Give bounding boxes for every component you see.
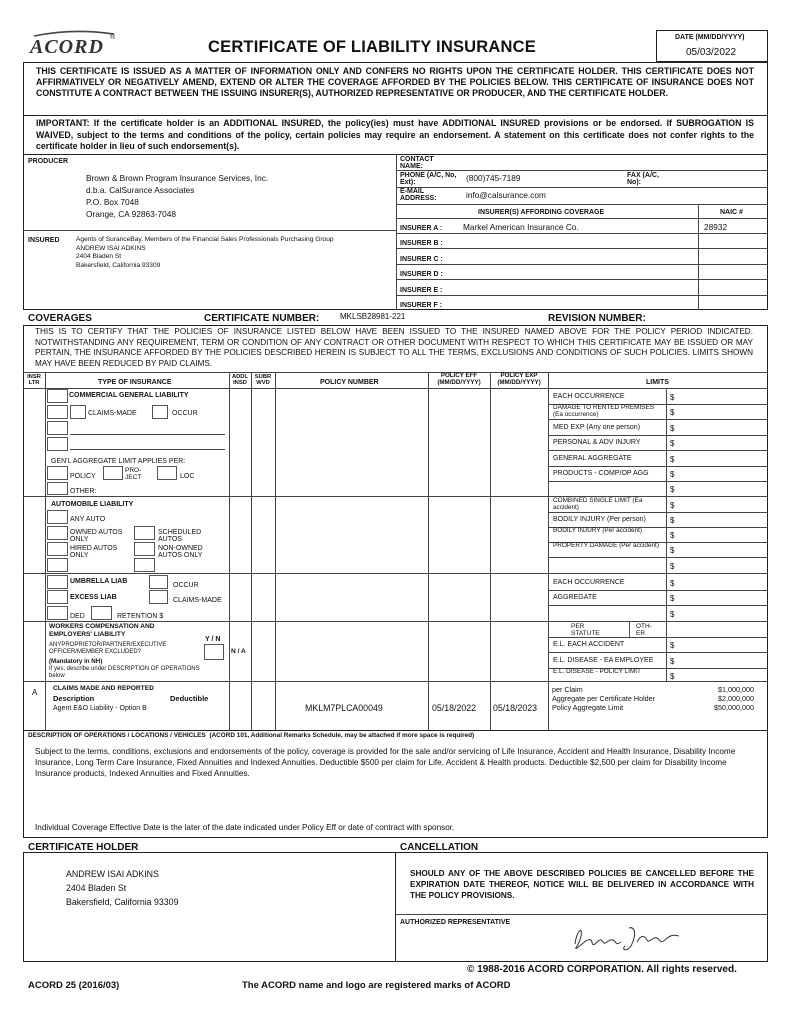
dollar-sign: $ — [670, 516, 675, 525]
col-limits: LIMITS — [646, 379, 669, 386]
insured-line: 2404 Bladen St — [76, 253, 122, 261]
insurer-row-divider — [396, 295, 768, 296]
workers-title: WORKERS COMPENSATION AND EMPLOYERS' LIABILITY — [49, 623, 155, 638]
limit-label: E.L. DISEASE - POLICY LIMIT — [553, 668, 641, 675]
insurer-row-divider — [396, 279, 768, 280]
project-label: PRO- JECT — [125, 467, 142, 481]
col-subr: SUBR WVD — [254, 374, 272, 387]
eo-limit-label: per Claim — [552, 685, 583, 694]
fax-label: FAX (A/C, No): — [627, 172, 659, 186]
limit-label: E.L. DISEASE - EA EMPLOYEE — [553, 657, 654, 664]
important-text: IMPORTANT: If the certificate holder is an ADDITIONAL INSURED, the policy(ies) must have ADDITIONAL INSURED provisions or be endorsed. If SUBROGATION IS WAIVED, subject to the terms and conditions of the policy, certain policies may require an endorsement. A statement on this certificate does not confer rights to the certificate holder in lieu of such endorsement(s). — [36, 118, 754, 151]
col-addl: ADDL INSD — [231, 374, 249, 387]
copyright: © 1988-2016 ACORD CORPORATION. All rights reserved. — [467, 964, 737, 975]
dollar-sign: $ — [670, 546, 675, 555]
limit-label: PROPERTY DAMAGE (Per accident) — [553, 542, 659, 549]
limit-label: COMBINED SINGLE LIMIT (Ea accident) — [553, 497, 643, 511]
limit-label: BODILY INJURY (Per person) — [553, 516, 646, 523]
insured-line: Bakersfield, California 93309 — [76, 261, 161, 269]
description-label — [28, 732, 474, 739]
excess-label: EXCESS LIAB — [70, 594, 117, 601]
other-label: OTHER: — [70, 488, 97, 495]
claims-made-checkbox[interactable] — [70, 405, 86, 419]
policy-checkbox[interactable] — [47, 466, 68, 480]
insurer-row-divider — [396, 248, 768, 249]
phone-value: (800)745-7189 — [466, 173, 521, 183]
producer-line: Brown & Brown Program Insurance Services, Inc. — [86, 173, 269, 183]
eo-limit-value: $1,000,000 — [718, 685, 754, 694]
limit-label: BODILY INJURY (Per accident) — [553, 527, 643, 534]
workers-na: N / A — [231, 648, 246, 655]
occur-label: OCCUR — [172, 410, 198, 417]
registered-icon: ® — [110, 34, 116, 41]
limit-label: EACH OCCURRENCE — [553, 393, 625, 400]
insurer-letter-label: INSURER F : — [400, 302, 442, 309]
scheduled-label: SCHEDULED AUTOS — [158, 529, 202, 543]
page-title: CERTIFICATE OF LIABILITY INSURANCE — [208, 38, 536, 56]
naic-header: NAIC # — [720, 209, 743, 216]
cgl-title: COMMERCIAL GENERAL LIABILITY — [69, 392, 189, 399]
limit-divider — [548, 590, 768, 591]
dollar-sign: $ — [670, 408, 675, 417]
limit-label: PERSONAL & ADV INJURY — [553, 439, 641, 446]
insurer-letter-label: INSURER C : — [400, 256, 443, 263]
hired-label: HIRED AUTOS ONLY — [70, 545, 118, 559]
cancellation-text: SHOULD ANY OF THE ABOVE DESCRIBED POLICIES BE CANCELLED BEFORE THE EXPIRATION DATE THEREOF, NOTICE WILL BE DELIVERED IN ACCORDANCE WITH THE POLICY PROVISIONS. — [410, 869, 754, 900]
important-box — [23, 116, 768, 155]
producer-label: PRODUCER — [28, 158, 69, 165]
dollar-sign: $ — [670, 562, 675, 571]
eo-insurer-letter: A — [32, 688, 38, 697]
workers-yn: Y / N — [205, 636, 221, 643]
producer-line: P.O. Box 7048 — [86, 197, 139, 207]
insurers-header: INSURER(S) AFFORDING COVERAGE — [478, 209, 605, 216]
form-number: ACORD 25 (2016/03) — [28, 980, 120, 991]
eo-limit-value: $50,000,000 — [714, 703, 754, 712]
authorized-rep-label: AUTHORIZED REPRESENTATIVE — [400, 919, 511, 926]
eo-expiration-date: 05/18/2023 — [493, 703, 538, 713]
dollar-sign: $ — [670, 657, 675, 666]
dollar-sign: $ — [670, 439, 675, 448]
insurer-name: Markel American Insurance Co. — [463, 222, 579, 232]
umbrella-label: UMBRELLA LIAB — [70, 578, 128, 585]
dollar-sign: $ — [670, 672, 675, 681]
eo-limit-label: Policy Aggregate Limit — [552, 703, 624, 712]
retention-checkbox[interactable] — [91, 606, 112, 620]
limit-label: E.L. EACH ACCIDENT — [553, 641, 625, 648]
limit-divider — [548, 512, 768, 513]
limit-label: MED EXP (Any one person) — [553, 424, 641, 431]
acord-logo — [28, 30, 118, 58]
producer-line: Orange, CA 92863-7048 — [86, 209, 176, 219]
col-eff: POLICY EFF (MM/DD/YYYY) — [437, 372, 481, 386]
dollar-sign: $ — [670, 579, 675, 588]
description-label-note: (ACORD 101, Additional Remarks Schedule, may be attached if more space is required) — [209, 732, 475, 739]
cgl-blank-checkbox[interactable] — [47, 421, 68, 435]
dollar-sign: $ — [670, 610, 675, 619]
workers-yn-checkbox[interactable] — [204, 644, 224, 660]
umbrella-claims-label: CLAIMS-MADE — [173, 597, 222, 604]
insurer-letter-label: INSURER B : — [400, 240, 443, 247]
umbrella-occur-label: OCCUR — [173, 582, 199, 589]
signature-image — [565, 920, 690, 954]
limit-divider — [548, 435, 768, 436]
dollar-sign: $ — [670, 470, 675, 479]
certificate-holder-address — [66, 867, 178, 909]
insurer-letter-label: INSURER E : — [400, 287, 443, 294]
date-label: DATE (MM/DD/YYYY) — [675, 34, 745, 41]
limit-label: GENERAL AGGREGATE — [553, 455, 632, 462]
loc-checkbox[interactable] — [157, 466, 177, 480]
auto-blank-checkbox[interactable] — [47, 558, 68, 572]
insurer-row-divider — [396, 233, 768, 234]
excess-checkbox[interactable] — [47, 590, 68, 604]
eo-description-label: Description — [53, 694, 95, 703]
cancellation-label: CANCELLATION — [400, 842, 479, 853]
project-checkbox[interactable] — [103, 466, 123, 480]
workers-mandatory: (Mandatory in NH) — [49, 658, 103, 665]
dollar-sign: $ — [670, 393, 675, 402]
per-statute-label: PER STATUTE — [571, 623, 600, 637]
email-label: E-MAIL ADDRESS: — [400, 188, 437, 202]
certificate-number-label: CERTIFICATE NUMBER: — [204, 313, 320, 324]
col-policy-number: POLICY NUMBER — [320, 379, 379, 386]
disclaimer-box — [23, 62, 768, 116]
any-auto-label: ANY AUTO — [70, 516, 106, 523]
scheduled-checkbox[interactable] — [134, 526, 155, 540]
workers-describe: If yes, describe under DESCRIPTION OF OPERATIONS below — [49, 666, 200, 679]
dollar-sign: $ — [670, 531, 675, 540]
owned-checkbox[interactable] — [47, 526, 68, 540]
dollar-sign: $ — [670, 501, 675, 510]
producer-address — [86, 172, 268, 220]
description-label-text: DESCRIPTION OF OPERATIONS / LOCATIONS / VEHICLES — [28, 732, 206, 739]
dollar-sign: $ — [670, 594, 675, 603]
producer-line: d.b.a. CalSurance Associates — [86, 185, 195, 195]
logo-text: ACORD — [30, 36, 104, 58]
limit-divider — [548, 557, 768, 558]
insurer-row-divider — [396, 264, 768, 265]
loc-label: LOC — [180, 473, 195, 480]
eo-limit-label: Aggregate per Certificate Holder — [552, 694, 656, 703]
col-exp: POLICY EXP (MM/DD/YYYY) — [497, 372, 541, 386]
limit-label: EACH OCCURRENCE — [553, 579, 625, 586]
eo-effective-date: 05/18/2022 — [432, 703, 477, 713]
non-owned-checkbox[interactable] — [134, 542, 155, 556]
holder-line: 2404 Bladen St — [66, 883, 127, 893]
limit-divider — [548, 466, 768, 467]
ded-checkbox[interactable] — [47, 606, 68, 620]
certificate-holder-label: CERTIFICATE HOLDER — [28, 842, 139, 853]
auto-title: AUTOMOBILE LIABILITY — [51, 501, 134, 508]
cgl-checkbox[interactable] — [47, 389, 68, 403]
any-auto-checkbox[interactable] — [47, 510, 68, 524]
retention-label: RETENTION $ — [117, 613, 164, 620]
email-value: info@calsurance.com — [466, 190, 546, 200]
eo-item: Agent E&O Liability - Option B — [53, 705, 147, 712]
col-insr-ltr: INSR LTR — [27, 374, 41, 387]
other-checkbox[interactable] — [47, 482, 68, 495]
holder-line: Bakersfield, California 93309 — [66, 897, 179, 907]
holder-line: ANDREW ISAI ADKINS — [66, 869, 159, 879]
insured-line: Agents of SuranceBay, Members of the Financial Sales Professionals Purchasing Group — [76, 236, 334, 243]
dollar-sign: $ — [670, 424, 675, 433]
eo-claims-made: CLAIMS MADE AND REPORTED — [53, 685, 154, 692]
limit-divider — [548, 652, 768, 653]
certificate-number-value: MKLSB28981-221 — [340, 312, 406, 321]
insurer-letter-label: INSURER A : — [400, 225, 443, 232]
trademark: The ACORD name and logo are registered marks of ACORD — [242, 980, 511, 991]
limit-divider — [548, 605, 768, 606]
policy-label: POLICY — [70, 473, 96, 480]
phone-label: PHONE (A/C, No, Ext): — [400, 172, 457, 186]
gen-aggregate-label: GEN'L AGGREGATE LIMIT APPLIES PER: — [51, 458, 186, 465]
insurer-letter-label: INSURER D : — [400, 271, 443, 278]
umbrella-occur-checkbox[interactable] — [149, 575, 168, 589]
col-type: TYPE OF INSURANCE — [98, 379, 172, 386]
disclaimer-text: THIS CERTIFICATE IS ISSUED AS A MATTER OF INFORMATION ONLY AND CONFERS NO RIGHTS UPON THE CERTIFICATE HOLDER. THIS CERTIFICATE DOES NOT AFFIRMATIVELY OR NEGATIVELY AMEND, EXTEND OR ALTER THE COVERAGE AFFORDED BY THE POLICIES BELOW. THIS CERTIFICATE OF INSURANCE DOES NOT CONSTITUTE A CONTRACT BETWEEN THE ISSUING INSURER(S), AUTHORIZED REPRESENTATIVE OR PRODUCER, AND THE CERTIFICATE HOLDER. — [36, 66, 754, 99]
limit-divider — [548, 481, 768, 482]
cgl-blank-checkbox[interactable] — [47, 437, 68, 451]
auto-blank-checkbox[interactable] — [134, 558, 155, 572]
eo-deductible-label: Deductible — [170, 694, 209, 703]
limit-divider — [548, 450, 768, 451]
insured-address — [76, 236, 334, 270]
certify-text: THIS IS TO CERTIFY THAT THE POLICIES OF INSURANCE LISTED BELOW HAVE BEEN ISSUED TO THE INSURED NAMED ABOVE FOR THE POLICY PERIOD INDICATED. NOTWITHSTANDING ANY REQUIREMENT, TERM OR CONDITION OF ANY CONTRACT OR OTHER DOCUMENT WITH RESPECT TO WHICH THIS CERTIFICATE MAY BE ISSUED OR MAY PERTAIN, THE INSURANCE AFFORDED BY THE POLICIES DESCRIBED HEREIN IS SUBJECT TO ALL THE TERMS, EXCLUSIONS AND CONDITIONS OF SUCH POLICIES. LIMITS SHOWN MAY HAVE BEEN REDUCED BY PAID CLAIMS. — [35, 327, 753, 368]
limit-label: PRODUCTS - COMP/OP AGG — [553, 470, 649, 477]
limit-divider — [548, 419, 768, 420]
claims-made-label: CLAIMS-MADE — [88, 410, 137, 417]
limit-label: DAMAGE TO RENTED PREMISES (Ea occurrence) — [553, 404, 654, 418]
dollar-sign: $ — [670, 641, 675, 650]
insured-label: INSURED — [28, 237, 60, 244]
date-box — [656, 30, 768, 62]
description-text: Subject to the terms, conditions, exclusions and endorsements of the policy, coverage is provided for the sale and/or servicing of Life Insurance, Accident and Health Insurance, Disability Income Insurance, Long Term Care Insurance, Fixed Annuities and Indexed Annuities. Deductible $500 per claim for Life, Accident & Health products. Deductible $2,500 per claim for Disability Income Insurance products, Indexed Annuities and Fixed Annuities. — [35, 747, 736, 778]
limit-label: AGGREGATE — [553, 594, 597, 601]
dollar-sign: $ — [670, 485, 675, 494]
revision-number-label: REVISION NUMBER: — [548, 313, 646, 324]
description-note: Individual Coverage Effective Date is the later of the date indicated under Policy Eff or date of contract with sponsor. — [35, 823, 455, 832]
other-label-wc: OTH- ER — [636, 623, 652, 637]
dollar-sign: $ — [670, 455, 675, 464]
hired-checkbox[interactable] — [47, 542, 68, 556]
umbrella-checkbox[interactable] — [47, 575, 68, 589]
owned-label: OWNED AUTOS ONLY — [70, 529, 123, 543]
occur-checkbox[interactable] — [152, 405, 168, 419]
eo-policy-number: MKLM7PLCA00049 — [305, 703, 383, 713]
cgl-blank-checkbox[interactable] — [47, 405, 68, 419]
eo-limit-value: $2,000,000 — [718, 694, 754, 703]
workers-proprietor: ANYPROPRIETOR/PARTNER/EXECUTIVE OFFICER/MEMBER EXCLUDED? — [49, 642, 167, 655]
umbrella-claims-checkbox[interactable] — [149, 590, 168, 604]
date-value: 05/03/2022 — [686, 47, 737, 58]
ded-label: DED — [70, 613, 85, 620]
non-owned-label: NON-OWNED AUTOS ONLY — [158, 545, 203, 559]
coverages-label: COVERAGES — [28, 313, 92, 324]
insurer-naic: 28932 — [704, 222, 728, 232]
contact-name-label: CONTACT NAME: — [400, 156, 434, 170]
insured-line: ANDREW ISAI ADKINS — [76, 244, 146, 252]
